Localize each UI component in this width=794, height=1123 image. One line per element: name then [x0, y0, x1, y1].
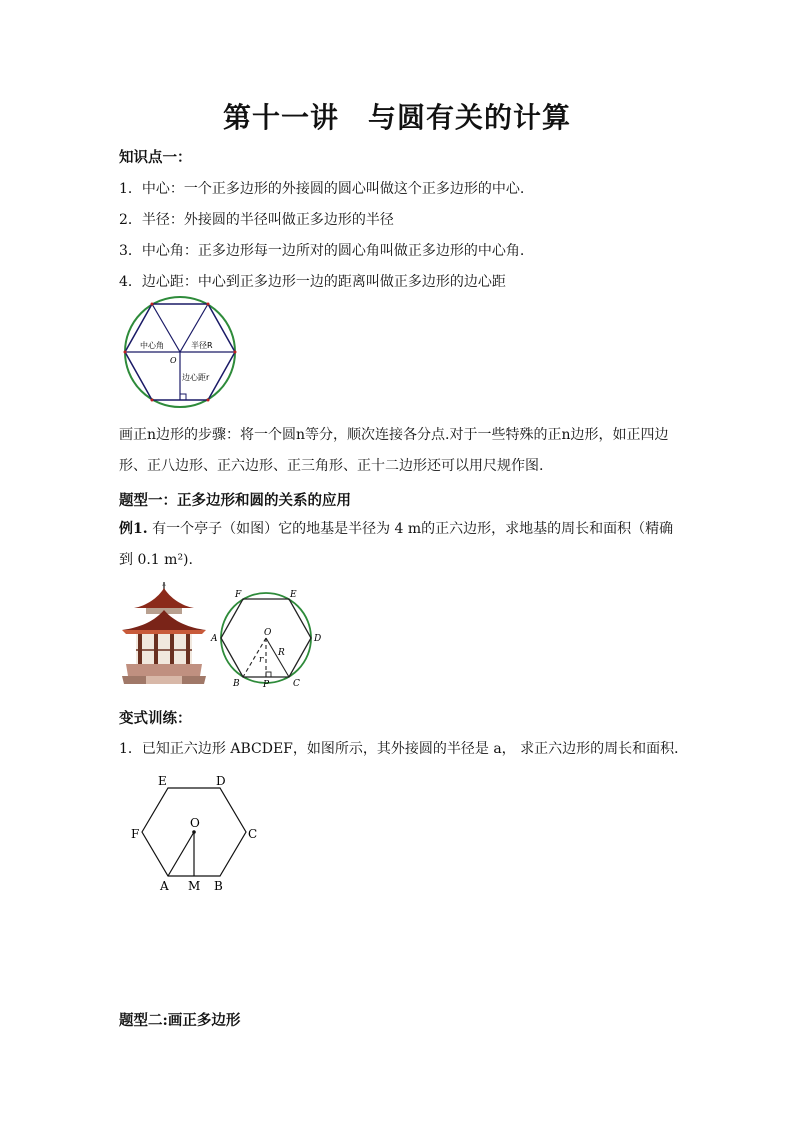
practice-label-E: E	[158, 774, 167, 788]
knowledge-item-2: 2．半径：外接圆的半径叫做正多边形的半径	[119, 212, 394, 228]
label-apothem: 边心距r	[182, 373, 210, 382]
label-B: B	[233, 679, 240, 689]
label-O: O	[264, 628, 272, 638]
practice-label-B: B	[214, 879, 223, 893]
label-D: D	[314, 634, 322, 644]
label-r: r	[259, 655, 264, 665]
knowledge-item-1: 1．中心：一个正多边形的外接圆的圆心叫做这个正多边形的中心.	[119, 181, 525, 197]
label-center: O	[170, 356, 177, 365]
practice-label-M: M	[188, 879, 201, 893]
practice-label-F: F	[131, 827, 140, 841]
section-heading-knowledge: 知识点一：	[119, 149, 192, 166]
hexagon-concepts-figure	[118, 296, 244, 410]
practice-hexagon-figure	[126, 770, 266, 896]
practice-label-D: D	[216, 774, 226, 788]
practice-label-O: O	[190, 816, 200, 830]
practice-item-1: 1．已知正六边形 ABCDEF，如图所示，其外接圆的半径是 a， 求正六边形的周长和面积．	[119, 741, 689, 757]
practice-label-A: A	[160, 879, 169, 893]
practice-label-C: C	[248, 827, 258, 841]
type1-heading: 题型一：正多边形和圆的关系的应用	[119, 492, 351, 509]
label-C: C	[293, 679, 300, 689]
label-P: P	[263, 680, 270, 690]
label-R: R	[278, 648, 285, 658]
knowledge-item-3: 3．中心角：正多边形每一边所对的圆心角叫做正多边形的中心角.	[119, 243, 525, 259]
example1-text: 有一个亭子（如图）它的地基是半径为 4 m的正六边形，求地基的周长和面积（精确到 0.1 m²).	[119, 521, 674, 568]
page-title: 第十一讲 与圆有关的计算	[222, 101, 571, 134]
label-center-angle: 中心角	[140, 341, 164, 350]
label-F: F	[235, 590, 242, 600]
practice-heading: 变式训练：	[119, 710, 192, 727]
label-E: E	[290, 590, 297, 600]
example1-paragraph	[119, 514, 679, 576]
label-radius: 半径R	[191, 341, 213, 350]
example1-label: 例1.	[119, 521, 148, 537]
knowledge-item-4: 4．边心距：中心到正多边形一边的距离叫做正多边形的边心距	[119, 274, 506, 290]
pavilion-image	[118, 580, 210, 688]
type2-heading: 题型二:画正多边形	[119, 1012, 241, 1029]
example1-hexagon-figure	[208, 588, 324, 692]
label-A: A	[211, 634, 218, 644]
drawing-steps-paragraph: 画正n边形的步骤：将一个圆n等分，顺次连接各分点.对于一些特殊的正n边形，如正四边形、正八边形、正六边形、正三角形、正十二边形还可以用尺规作图.	[119, 427, 669, 474]
